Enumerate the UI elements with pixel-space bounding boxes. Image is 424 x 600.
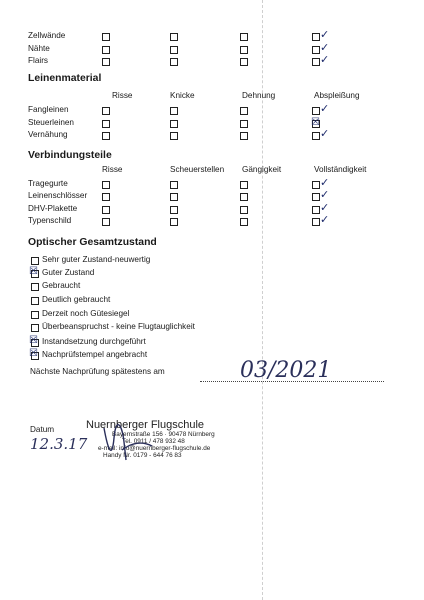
verb-r3-c0-checkbox[interactable] xyxy=(102,218,110,226)
col-header-verb-0: Risse xyxy=(102,165,123,174)
leinen-row-label-1: Steuerleinen xyxy=(28,118,74,127)
optisch-item-4-label: Derzeit noch Gütesiegel xyxy=(42,309,130,318)
stamp-phone: Tel. 0911 / 478 932 48 xyxy=(122,438,185,445)
datum-value[interactable]: 12.3.17 xyxy=(30,435,88,453)
verb-r2-c2-checkbox[interactable] xyxy=(240,206,248,214)
optisch-item-0-checkbox[interactable] xyxy=(31,257,39,265)
sec0-r0-c0-checkbox[interactable] xyxy=(102,33,110,41)
section-title-optisch: Optischer Gesamtzustand xyxy=(28,237,157,248)
leinen-row-label-2: Vernähung xyxy=(28,130,68,139)
leinen-r0-c3-check-mark: ✓ xyxy=(320,102,330,115)
fold-line xyxy=(262,0,263,600)
section-title-verbindungsteile: Verbindungsteile xyxy=(28,150,112,161)
verb-r3-c2-checkbox[interactable] xyxy=(240,218,248,226)
stamp-mobile: Handy Nr. 0179 - 644 76 83 xyxy=(103,452,182,459)
sec0-r1-c0-checkbox[interactable] xyxy=(102,46,110,54)
optisch-item-3-label: Deutlich gebraucht xyxy=(42,295,111,304)
verb-r3-c3-checkbox[interactable] xyxy=(312,218,320,226)
leinen-r2-c3-check-mark: ✓ xyxy=(320,127,330,140)
next-inspection-label: Nächste Nachprüfung spätestens am xyxy=(30,367,165,376)
leinen-r0-c2-checkbox[interactable] xyxy=(240,107,248,115)
row-label-0: Zellwände xyxy=(28,31,66,40)
verb-r2-c3-checkbox[interactable] xyxy=(312,206,320,214)
leinen-r2-c3-checkbox[interactable] xyxy=(312,132,320,140)
sec0-r2-c2-checkbox[interactable] xyxy=(240,58,248,66)
verb-row-label-0: Tragegurte xyxy=(28,179,68,188)
verb-r1-c1-checkbox[interactable] xyxy=(170,193,178,201)
sec0-r1-c2-checkbox[interactable] xyxy=(240,46,248,54)
leinen-r0-c3-checkbox[interactable] xyxy=(312,107,320,115)
col-header-leinen-0: Risse xyxy=(112,91,133,100)
next-inspection-date[interactable]: 03/2021 xyxy=(240,358,332,383)
row-label-2: Flairs xyxy=(28,56,49,65)
row-label-1: Nähte xyxy=(28,44,50,53)
optisch-item-1-label: Guter Zustand xyxy=(42,268,95,277)
verb-r0-c3-checkbox[interactable] xyxy=(312,181,320,189)
verb-r3-c3-check-mark: ✓ xyxy=(320,213,330,226)
sec0-r0-c3-check-mark: ✓ xyxy=(320,28,330,41)
optisch-item-7-label: Nachprüfstempel angebracht xyxy=(42,350,148,359)
verb-row-label-1: Leinenschlösser xyxy=(28,191,88,200)
col-header-leinen-1: Knicke xyxy=(170,91,195,100)
leinen-r1-c0-checkbox[interactable] xyxy=(102,120,110,128)
sec0-r0-c2-checkbox[interactable] xyxy=(240,33,248,41)
verb-row-label-3: Typenschild xyxy=(28,216,72,225)
sec0-r2-c3-checkbox[interactable] xyxy=(312,58,320,66)
verb-r1-c3-checkbox[interactable] xyxy=(312,193,320,201)
leinen-r1-c1-checkbox[interactable] xyxy=(170,120,178,128)
stamp-company-name: Nuernberger Flugschule xyxy=(86,419,205,431)
sec0-r1-c3-check-mark: ✓ xyxy=(320,41,330,54)
optisch-item-5-checkbox[interactable] xyxy=(31,324,39,332)
verb-r1-c0-checkbox[interactable] xyxy=(102,193,110,201)
leinen-r0-c1-checkbox[interactable] xyxy=(170,107,178,115)
verb-r2-c3-check-mark: ✓ xyxy=(320,201,330,214)
verb-row-label-2: DHV-Plakette xyxy=(28,204,78,213)
optisch-item-6-label: Instandsetzung durchgeführt xyxy=(42,337,146,346)
optisch-item-1-cross-mark: ☒ xyxy=(29,266,38,277)
leinen-r1-c2-checkbox[interactable] xyxy=(240,120,248,128)
leinen-r0-c0-checkbox[interactable] xyxy=(102,107,110,115)
sec0-r2-c3-check-mark: ✓ xyxy=(320,53,330,66)
col-header-leinen-3: Abspleißung xyxy=(314,91,360,100)
sec0-r2-c1-checkbox[interactable] xyxy=(170,58,178,66)
verb-r0-c0-checkbox[interactable] xyxy=(102,181,110,189)
optisch-item-5-label: Überbeanspruchst - keine Flugtauglichkeit xyxy=(42,322,195,331)
sec0-r1-c3-checkbox[interactable] xyxy=(312,46,320,54)
col-header-verb-2: Gängigkeit xyxy=(242,165,282,174)
signature-scribble xyxy=(100,420,160,464)
verb-r2-c1-checkbox[interactable] xyxy=(170,206,178,214)
leinen-r2-c2-checkbox[interactable] xyxy=(240,132,248,140)
leinen-r1-c3-cross-mark: ☒ xyxy=(311,117,320,128)
leinen-r2-c0-checkbox[interactable] xyxy=(102,132,110,140)
optisch-item-2-label: Gebraucht xyxy=(42,281,81,290)
optisch-item-3-checkbox[interactable] xyxy=(31,297,39,305)
leinen-row-label-0: Fangleinen xyxy=(28,105,69,114)
verb-r0-c2-checkbox[interactable] xyxy=(240,181,248,189)
verb-r2-c0-checkbox[interactable] xyxy=(102,206,110,214)
verb-r0-c3-check-mark: ✓ xyxy=(320,176,330,189)
sec0-r0-c3-checkbox[interactable] xyxy=(312,33,320,41)
sec0-r0-c1-checkbox[interactable] xyxy=(170,33,178,41)
optisch-item-7-cross-mark: ☒ xyxy=(29,348,38,359)
verb-r3-c1-checkbox[interactable] xyxy=(170,218,178,226)
col-header-verb-1: Scheuerstellen xyxy=(170,165,225,174)
optisch-item-2-checkbox[interactable] xyxy=(31,283,39,291)
sec0-r1-c1-checkbox[interactable] xyxy=(170,46,178,54)
stamp-email: e-mail: info@nuernberger-flugschule.de xyxy=(98,445,211,452)
verb-r1-c2-checkbox[interactable] xyxy=(240,193,248,201)
col-header-leinen-2: Dehnung xyxy=(242,91,276,100)
verb-r1-c3-check-mark: ✓ xyxy=(320,188,330,201)
stamp-street: Bayernstraße 156 · 90478 Nürnberg xyxy=(112,431,215,438)
datum-label: Datum xyxy=(30,425,55,434)
section-title-leinenmaterial: Leinenmaterial xyxy=(28,73,102,84)
optisch-item-6-cross-mark: ☒ xyxy=(29,335,38,346)
optisch-item-0-label: Sehr guter Zustand-neuwertig xyxy=(42,255,151,264)
sec0-r2-c0-checkbox[interactable] xyxy=(102,58,110,66)
col-header-verb-3: Vollständigkeit xyxy=(314,165,367,174)
optisch-item-4-checkbox[interactable] xyxy=(31,311,39,319)
verb-r0-c1-checkbox[interactable] xyxy=(170,181,178,189)
leinen-r2-c1-checkbox[interactable] xyxy=(170,132,178,140)
